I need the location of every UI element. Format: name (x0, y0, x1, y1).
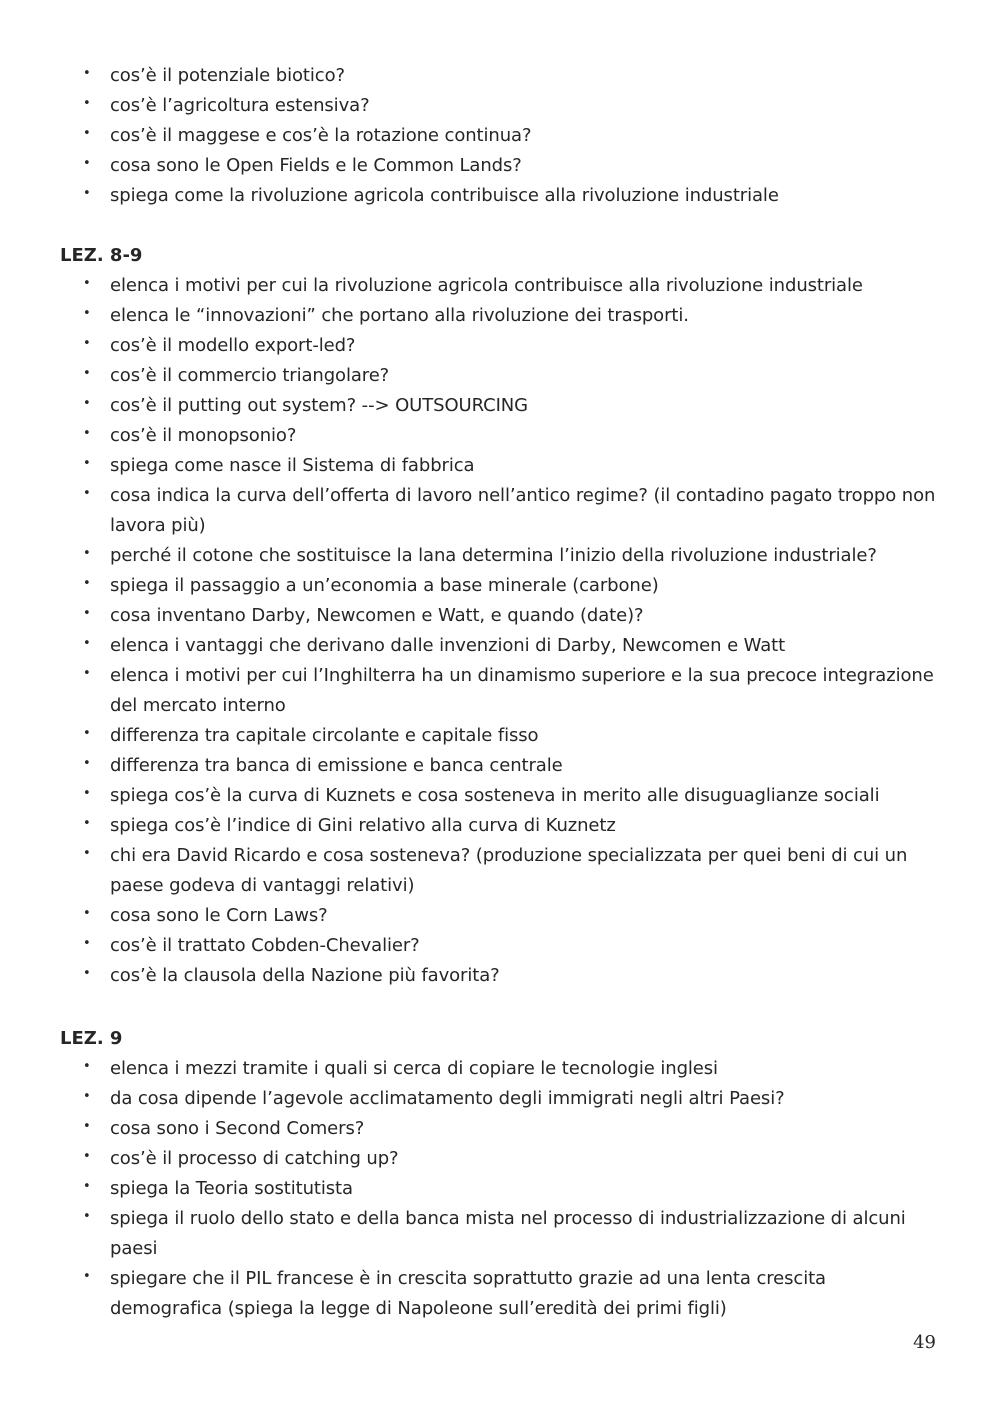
bullet-icon: • (83, 276, 91, 291)
list-item (0, 1204, 1000, 1264)
list-item-text: cos’è la clausola della Nazione più favorita? (110, 965, 500, 986)
list-item (0, 61, 1000, 91)
list-item-text: perché il cotone che sostituisce la lana determina l’inizio della rivoluzione industriale? (110, 545, 877, 566)
list-item (0, 661, 1000, 721)
list-item-text: elenca i motivi per cui l’Inghilterra ha un dinamismo superiore e la sua precoce integrazione del mercato interno (110, 665, 934, 716)
list-item-text: chi era David Ricardo e cosa sosteneva? (produzione specializzata per quei beni di cui un paese godeva di vantaggi relativi) (110, 845, 908, 896)
list-item (0, 601, 1000, 631)
list-item-text: cosa inventano Darby, Newcomen e Watt, e quando (date)? (110, 605, 644, 626)
bullet-icon: • (83, 1179, 91, 1194)
list-item-text: cos’è il potenziale biotico? (110, 65, 345, 86)
lez-9-heading: LEZ. 9 (60, 1028, 123, 1049)
list-item-text: cosa sono i Second Comers? (110, 1118, 365, 1139)
list-item (0, 1174, 1000, 1204)
list-item-text: cosa sono le Corn Laws? (110, 905, 328, 926)
bullet-icon: • (83, 456, 91, 471)
list-item-text: cos’è il commercio triangolare? (110, 365, 390, 386)
bullet-icon: • (83, 126, 91, 141)
list-item-text: cos’è il putting out system? --> OUTSOURCING (110, 395, 528, 416)
list-item (0, 1054, 1000, 1084)
bullet-icon: • (83, 816, 91, 831)
list-item (0, 1084, 1000, 1114)
list-item-text: cos’è il modello export-led? (110, 335, 356, 356)
list-item (0, 571, 1000, 601)
bullet-icon: • (83, 756, 91, 771)
bullet-icon: • (83, 96, 91, 111)
list-item-text: cos’è il trattato Cobden-Chevalier? (110, 935, 420, 956)
list-item-text: spiega il passaggio a un’economia a base minerale (carbone) (110, 575, 659, 596)
list-item-text: differenza tra banca di emissione e banca centrale (110, 755, 563, 776)
list-item (0, 421, 1000, 451)
list-item-text: spiegare che il PIL francese è in crescita soprattutto grazie ad una lenta crescita demografica (spiega la legge di Napoleone sull’eredità dei primi figli) (110, 1268, 826, 1319)
list-item-text: cos’è il processo di catching up? (110, 1148, 399, 1169)
list-item-text: elenca i motivi per cui la rivoluzione agricola contribuisce alla rivoluzione industriale (110, 275, 863, 296)
list-item (0, 931, 1000, 961)
list-item (0, 151, 1000, 181)
lez-8-9-heading: LEZ. 8-9 (60, 245, 143, 266)
list-item-text: da cosa dipende l’agevole acclimatamento degli immigrati negli altri Paesi? (110, 1088, 785, 1109)
bullet-icon: • (83, 66, 91, 81)
bullet-icon: • (83, 1119, 91, 1134)
list-item-text: cos’è il maggese e cos’è la rotazione continua? (110, 125, 532, 146)
bullet-icon: • (83, 1209, 91, 1224)
list-item (0, 271, 1000, 301)
bullet-icon: • (83, 966, 91, 981)
bullet-icon: • (83, 336, 91, 351)
bullet-icon: • (83, 726, 91, 741)
list-item (0, 1264, 1000, 1324)
bullet-icon: • (83, 546, 91, 561)
list-item (0, 121, 1000, 151)
list-item-text: cos’è il monopsonio? (110, 425, 297, 446)
bullet-icon: • (83, 156, 91, 171)
bullet-icon: • (83, 1269, 91, 1284)
list-item-text: spiega cos’è l’indice di Gini relativo alla curva di Kuznetz (110, 815, 616, 836)
intro-section (0, 61, 1000, 211)
list-item (0, 361, 1000, 391)
bullet-icon: • (83, 306, 91, 321)
lez-8-9-section (0, 241, 1000, 991)
list-item-text: differenza tra capitale circolante e capitale fisso (110, 725, 539, 746)
bullet-icon: • (83, 576, 91, 591)
lez-9-question-list (0, 1054, 1000, 1324)
bullet-icon: • (83, 906, 91, 921)
bullet-icon: • (83, 396, 91, 411)
list-item-text: elenca i mezzi tramite i quali si cerca di copiare le tecnologie inglesi (110, 1058, 718, 1079)
list-item (0, 391, 1000, 421)
list-item (0, 781, 1000, 811)
bullet-icon: • (83, 846, 91, 861)
list-item (0, 751, 1000, 781)
list-item-text: elenca i vantaggi che derivano dalle invenzioni di Darby, Newcomen e Watt (110, 635, 786, 656)
list-item-text: cos’è l’agricoltura estensiva? (110, 95, 370, 116)
list-item (0, 91, 1000, 121)
list-item-text: cosa sono le Open Fields e le Common Lands? (110, 155, 522, 176)
list-item (0, 331, 1000, 361)
list-item (0, 541, 1000, 571)
list-item (0, 181, 1000, 211)
bullet-icon: • (83, 786, 91, 801)
lez-9-section (0, 1024, 1000, 1324)
bullet-icon: • (83, 486, 91, 501)
list-item-text: spiega come nasce il Sistema di fabbrica (110, 455, 475, 476)
list-item-text: elenca le “innovazioni” che portano alla rivoluzione dei trasporti. (110, 305, 689, 326)
list-item (0, 631, 1000, 661)
list-item (0, 961, 1000, 991)
list-item (0, 1114, 1000, 1144)
list-item (0, 301, 1000, 331)
list-item-text: spiega la Teoria sostitutista (110, 1178, 353, 1199)
bullet-icon: • (83, 636, 91, 651)
list-item (0, 901, 1000, 931)
bullet-icon: • (83, 1089, 91, 1104)
bullet-icon: • (83, 366, 91, 381)
list-item-text: spiega cos’è la curva di Kuznets e cosa sosteneva in merito alle disuguaglianze sociali (110, 785, 880, 806)
intro-question-list (0, 61, 1000, 211)
list-item (0, 811, 1000, 841)
list-item-text: cosa indica la curva dell’offerta di lavoro nell’antico regime? (il contadino pagato troppo non lavora più) (110, 485, 936, 536)
bullet-icon: • (83, 186, 91, 201)
bullet-icon: • (83, 426, 91, 441)
list-item-text: spiega come la rivoluzione agricola contribuisce alla rivoluzione industriale (110, 185, 779, 206)
list-item (0, 841, 1000, 901)
list-item (0, 1144, 1000, 1174)
bullet-icon: • (83, 666, 91, 681)
list-item (0, 721, 1000, 751)
list-item (0, 481, 1000, 541)
bullet-icon: • (83, 1059, 91, 1074)
bullet-icon: • (83, 1149, 91, 1164)
page-number: 49 (913, 1332, 936, 1353)
bullet-icon: • (83, 936, 91, 951)
list-item-text: spiega il ruolo dello stato e della banca mista nel processo di industrializzazione di alcuni paesi (110, 1208, 906, 1259)
list-item (0, 451, 1000, 481)
lez-8-9-question-list (0, 271, 1000, 991)
bullet-icon: • (83, 606, 91, 621)
